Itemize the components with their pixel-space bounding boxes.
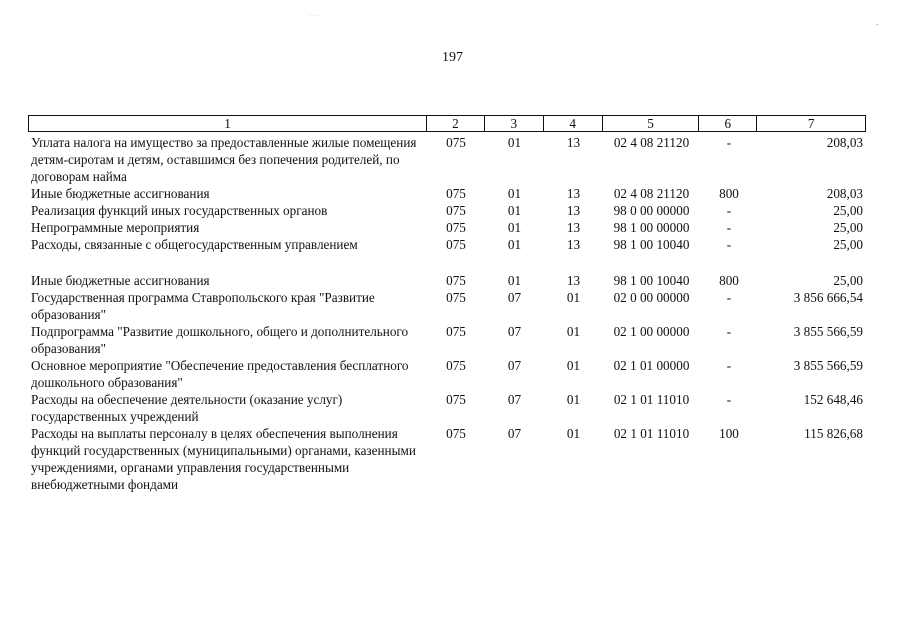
- table-header: [28, 115, 866, 132]
- row-section: 07: [507, 392, 522, 407]
- row-code: 075: [446, 273, 466, 288]
- table-row: [28, 202, 866, 219]
- row-code: 075: [446, 426, 466, 441]
- table-row: [28, 236, 866, 253]
- row-name: Уплата налога на имущество за предоставленные жилые помещения детям-сиротам и детям, оставшимся без попечения родителей, по договорам найма: [31, 135, 417, 184]
- row-expense-type: -: [726, 135, 732, 150]
- row-section: 07: [507, 426, 522, 441]
- row-target: 98 1 00 10040: [613, 273, 690, 288]
- row-subsection: 01: [566, 426, 581, 441]
- table-row: [28, 357, 866, 391]
- row-code: 075: [446, 358, 466, 373]
- row-section: 01: [507, 203, 522, 218]
- row-target: 02 4 08 21120: [613, 135, 690, 150]
- table-row: [28, 289, 866, 323]
- row-amount: 3 856 666,54: [793, 290, 863, 305]
- row-amount: 25,00: [833, 203, 863, 218]
- row-name: Расходы на обеспечение деятельности (оказание услуг) государственных учреждений: [31, 392, 343, 424]
- row-target: 02 4 08 21120: [613, 186, 690, 201]
- row-code: 075: [446, 203, 466, 218]
- row-amount: 25,00: [833, 220, 863, 235]
- row-subsection: 13: [566, 237, 581, 252]
- row-target: 02 0 00 00000: [613, 290, 690, 305]
- table-row: [28, 134, 866, 185]
- row-amount: 3 855 566,59: [793, 358, 863, 373]
- row-name: Подпрограмма "Развитие дошкольного, общего и дополнительного образования": [31, 324, 409, 356]
- row-subsection: 01: [566, 324, 581, 339]
- row-section: 01: [507, 273, 522, 288]
- row-subsection: 01: [566, 290, 581, 305]
- row-expense-type: -: [726, 392, 732, 407]
- table-row: [28, 391, 866, 425]
- row-section: 07: [507, 324, 522, 339]
- row-name: Иные бюджетные ассигнования: [31, 273, 210, 288]
- row-amount: 208,03: [826, 186, 863, 201]
- row-target: 02 1 00 00000: [613, 324, 690, 339]
- page-number: 197: [442, 50, 463, 65]
- header-col-2: 2: [427, 116, 485, 131]
- header-col-4: 4: [544, 116, 603, 131]
- scan-mark: · · ·: [309, 13, 318, 19]
- row-code: 075: [446, 220, 466, 235]
- row-name: Иные бюджетные ассигнования: [31, 186, 210, 201]
- row-subsection: 13: [566, 135, 581, 150]
- table-row: [28, 272, 866, 289]
- row-section: 01: [507, 135, 522, 150]
- row-code: 075: [446, 135, 466, 150]
- header-col-7: 7: [807, 116, 815, 131]
- row-name: Расходы, связанные с общегосударственным управлением: [31, 237, 358, 252]
- row-name: Расходы на выплаты персоналу в целях обеспечения выполнения функций государственных (муниципальными) органами, казенными учреждениями, органами управления государственными внебюджетными фондами: [31, 426, 416, 492]
- row-subsection: 13: [566, 186, 581, 201]
- row-expense-type: -: [726, 324, 732, 339]
- row-subsection: 13: [566, 273, 581, 288]
- header-col-6: 6: [699, 116, 757, 131]
- row-name: Непрограммные мероприятия: [31, 220, 200, 235]
- row-subsection: 13: [566, 220, 581, 235]
- row-target: 98 0 00 00000: [613, 203, 690, 218]
- row-amount: 25,00: [833, 273, 863, 288]
- header-col-5: 5: [603, 116, 700, 131]
- row-expense-type: -: [726, 203, 732, 218]
- scan-mark-edge: -: [876, 20, 879, 29]
- row-target: 02 1 01 11010: [613, 392, 690, 407]
- row-amount: 25,00: [833, 237, 863, 252]
- row-target: 02 1 01 00000: [613, 358, 690, 373]
- row-name: Государственная программа Ставропольского края "Развитие образования": [31, 290, 375, 322]
- row-section: 07: [507, 358, 522, 373]
- row-amount: 152 648,46: [803, 392, 863, 407]
- row-code: 075: [446, 324, 466, 339]
- row-section: 01: [507, 186, 522, 201]
- table-row: [28, 425, 866, 493]
- row-section: 01: [507, 237, 522, 252]
- row-subsection: 01: [566, 358, 581, 373]
- table-body: [28, 134, 866, 493]
- row-expense-type: -: [726, 358, 732, 373]
- row-name: Основное мероприятие "Обеспечение предоставления бесплатного дошкольного образования": [31, 358, 409, 390]
- row-target: 98 1 00 10040: [613, 237, 690, 252]
- row-expense-type: -: [726, 290, 732, 305]
- row-section: 01: [507, 220, 522, 235]
- row-amount: 208,03: [826, 135, 863, 150]
- row-expense-type: 100: [719, 426, 739, 441]
- row-expense-type: 800: [719, 273, 739, 288]
- row-target: 02 1 01 11010: [613, 426, 690, 441]
- header-col-1: 1: [29, 116, 427, 131]
- row-code: 075: [446, 186, 466, 201]
- row-amount: 115 826,68: [804, 426, 863, 441]
- row-expense-type: -: [726, 237, 732, 252]
- row-section: 07: [507, 290, 522, 305]
- row-code: 075: [446, 237, 466, 252]
- table-row: [28, 219, 866, 236]
- row-code: 075: [446, 290, 466, 305]
- row-expense-type: -: [726, 220, 732, 235]
- row-expense-type: 800: [719, 186, 739, 201]
- table-row: [28, 185, 866, 202]
- row-amount: 3 855 566,59: [793, 324, 863, 339]
- row-code: 075: [446, 392, 466, 407]
- header-col-3: 3: [485, 116, 544, 131]
- row-subsection: 13: [566, 203, 581, 218]
- table-row: [28, 323, 866, 357]
- row-target: 98 1 00 00000: [613, 220, 690, 235]
- row-name: Реализация функций иных государственных органов: [31, 203, 328, 218]
- row-subsection: 01: [566, 392, 581, 407]
